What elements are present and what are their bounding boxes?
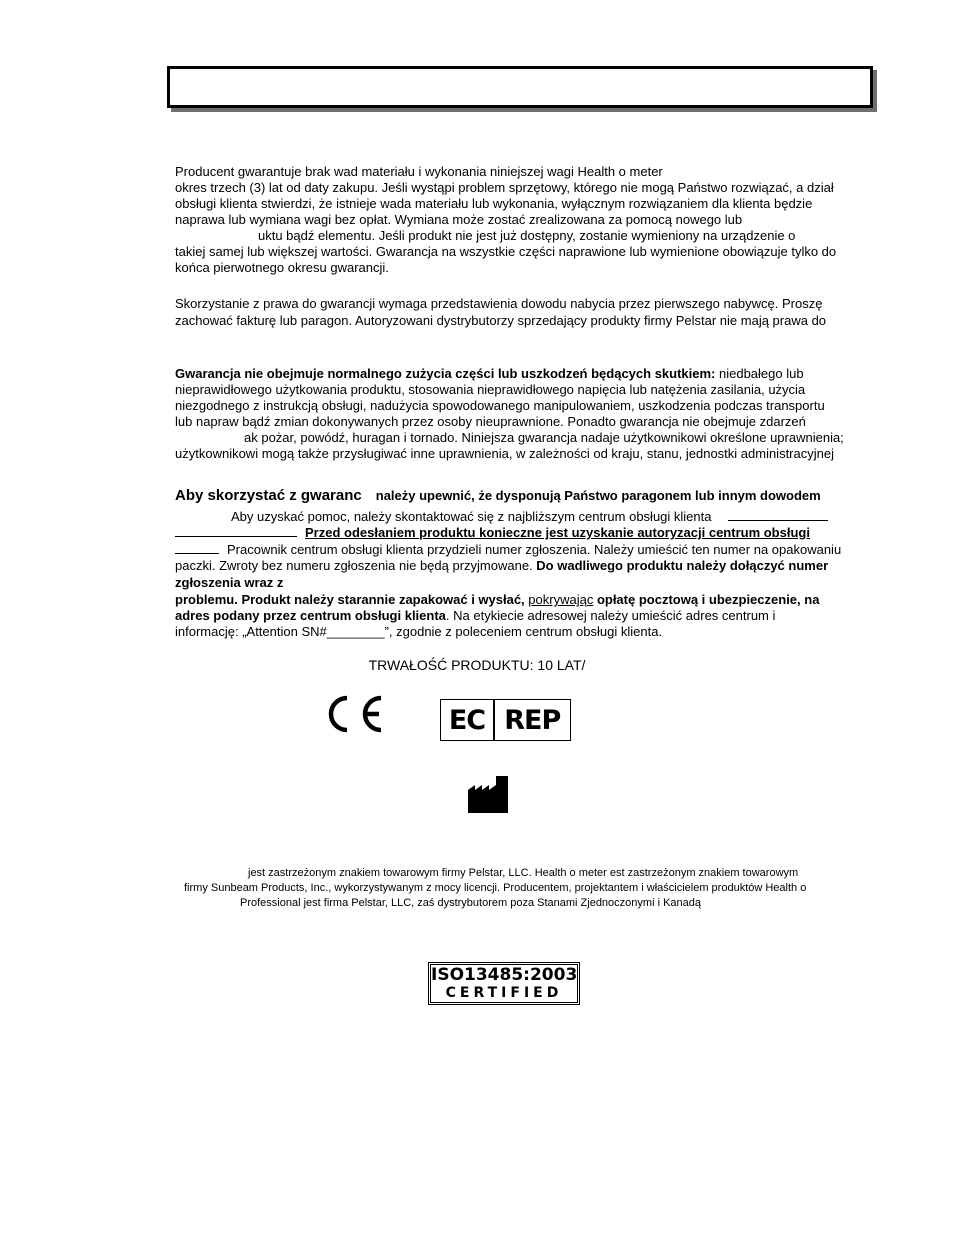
claim-label-text: . Na etykiecie adresowej należy umieścić adres centrum i <box>445 608 776 623</box>
trademark-line: jest zastrzeżonym znakiem towarowym firmy Pelstar, LLC. Health o meter est zastrzeżonym znakiem towarowym <box>248 867 799 879</box>
warranty-p2-line: Skorzystanie z prawa do gwarancji wymaga przedstawienia dowodu nabycia przez pierwszego nabywcę. Proszę <box>175 296 823 311</box>
claim-line-7 <box>175 592 819 608</box>
ce-mark-icon <box>325 693 385 740</box>
warranty-p3-line: nieprawidłowego użytkowania produktu, stosowania nieprawidłowego napięcia lub natężenia zasilania, użycia <box>175 382 806 397</box>
page-header-box <box>167 66 873 108</box>
warranty-p1-line: naprawa lub wymiana wagi bez opłat. Wymiana może zostać zrealizowana za pomocą nowego lub <box>175 212 743 227</box>
exclusions-lead-rest: niedbałego lub <box>715 366 804 381</box>
claim-returns-text: paczki. Zwroty bez numeru zgłoszenia nie będą przyjmowane. <box>175 558 537 573</box>
blank-underline <box>175 541 219 554</box>
warranty-exclusions-first-line <box>175 366 804 382</box>
product-lifetime: TRWAŁOŚĆ PRODUKTU: 10 LAT/ <box>368 657 586 673</box>
claim-defective-text: Do wadliwego produktu należy dołączyć numer <box>536 558 829 573</box>
claim-line-6: zgłoszenia wraz z <box>175 575 284 590</box>
ec-label: EC <box>448 704 486 736</box>
claim-pack-text: problemu. Produkt należy starannie zapakować i wysłać, <box>175 592 529 607</box>
iso-certified-badge <box>428 962 580 1005</box>
iso-standard-label: ISO13485:2003 <box>431 965 578 985</box>
claim-line-9: informację: „Attention SN#________”, zgodnie z poleceniem centrum obsługi klienta. <box>175 624 663 639</box>
claim-heading-line <box>175 488 821 504</box>
warranty-p2-line: zachować fakturę lub paragon. Autoryzowani dystrybutorzy sprzedający produkty firmy Pelstar nie mają prawa do <box>175 313 827 328</box>
claim-postage-text: opłatę pocztową i ubezpieczenie, na <box>593 592 820 607</box>
warranty-p1-line: takiej samej lub większej wartości. Gwarancja na wszystkie części naprawione lub wymienione obowiązuje tylko do <box>175 244 837 259</box>
claim-covering-text: pokrywając <box>528 592 594 607</box>
claim-address-text: adres podany przez centrum obsługi klienta <box>175 608 446 623</box>
exclusions-bold-lead: Gwarancja nie obejmuje normalnego zużycia części lub uszkodzeń będących skutkiem: <box>175 366 716 381</box>
claim-line-2 <box>231 508 828 525</box>
iso-certified-label: CERTIFIED <box>445 985 563 1001</box>
claim-line-4 <box>175 541 841 558</box>
claim-heading: Aby skorzystać z gwaranc <box>175 487 362 504</box>
warranty-p3-line: lub napraw bądź zmian dokonywanych przez osoby nieuprawnione. Ponadto gwarancja nie obejmuje zdarzeń <box>175 414 806 429</box>
blank-underline <box>175 524 297 537</box>
rep-label: REP <box>504 704 561 736</box>
warranty-p1-line: okres trzech (3) lat od daty zakupu. Jeśli wystąpi problem sprzętowy, którego nie mogą Państwo rozwiązać, a dział <box>175 180 834 195</box>
trademark-line: Professional jest firma Pelstar, LLC, zaś dystrybutorem poza Stanami Zjednoczonymi i Kanadą <box>240 897 701 909</box>
trademark-line: firmy Sunbeam Products, Inc., wykorzystywanym z mocy licencji. Producentem, projektantem i właścicielem produktów Health o <box>184 882 807 894</box>
warranty-p1-line: końca pierwotnego okresu gwarancji. <box>175 260 389 275</box>
claim-ticket-text: Pracownik centrum obsługi klienta przydzieli numer zgłoszenia. Należy umieścić ten numer na opakowaniu <box>227 542 842 557</box>
warranty-p3-line: ak pożar, powódź, huragan i tornado. Niniejsza gwarancja nadaje użytkownikowi określone uprawnienia; <box>244 430 844 445</box>
claim-line-8 <box>175 608 775 624</box>
warranty-p1-line: Producent gwarantuje brak wad materiału i wykonania niniejszej wagi Health o meter <box>175 164 663 179</box>
ec-rep-symbol <box>440 699 571 741</box>
warranty-p1-line: obsługi klienta stwierdzi, że istnieje wada materiału lub wykonania, wyłącznym rozwiązaniem dla klienta będzie <box>175 196 813 211</box>
claim-line-3 <box>175 524 810 541</box>
warranty-p3-line: użytkownikowi mogą także przysługiwać inne uprawnienia, w zależności od kraju, stanu, jednostki administracyjnej <box>175 446 834 461</box>
blank-underline <box>728 508 828 521</box>
claim-contact-text: Aby uzyskać pomoc, należy skontaktować się z najbliższym centrum obsługi klienta <box>231 509 712 524</box>
claim-heading-rest: należy upewnić, że dysponują Państwo paragonem lub innym dowodem <box>375 488 821 503</box>
warranty-p1-line: uktu bądź elementu. Jeśli produkt nie jest już dostępny, zostanie wymieniony na urządzenie o <box>258 228 796 243</box>
claim-line-5 <box>175 558 828 574</box>
claim-authorization-text: Przed odesłaniem produktu konieczne jest uzyskanie autoryzacji centrum obsługi <box>305 525 810 540</box>
warranty-p3-line: niezgodnego z instrukcją obsługi, nadużycia spowodowanego manipulowaniem, uszkodzenia podczas transportu <box>175 398 825 413</box>
manufacturer-factory-icon <box>467 776 509 819</box>
